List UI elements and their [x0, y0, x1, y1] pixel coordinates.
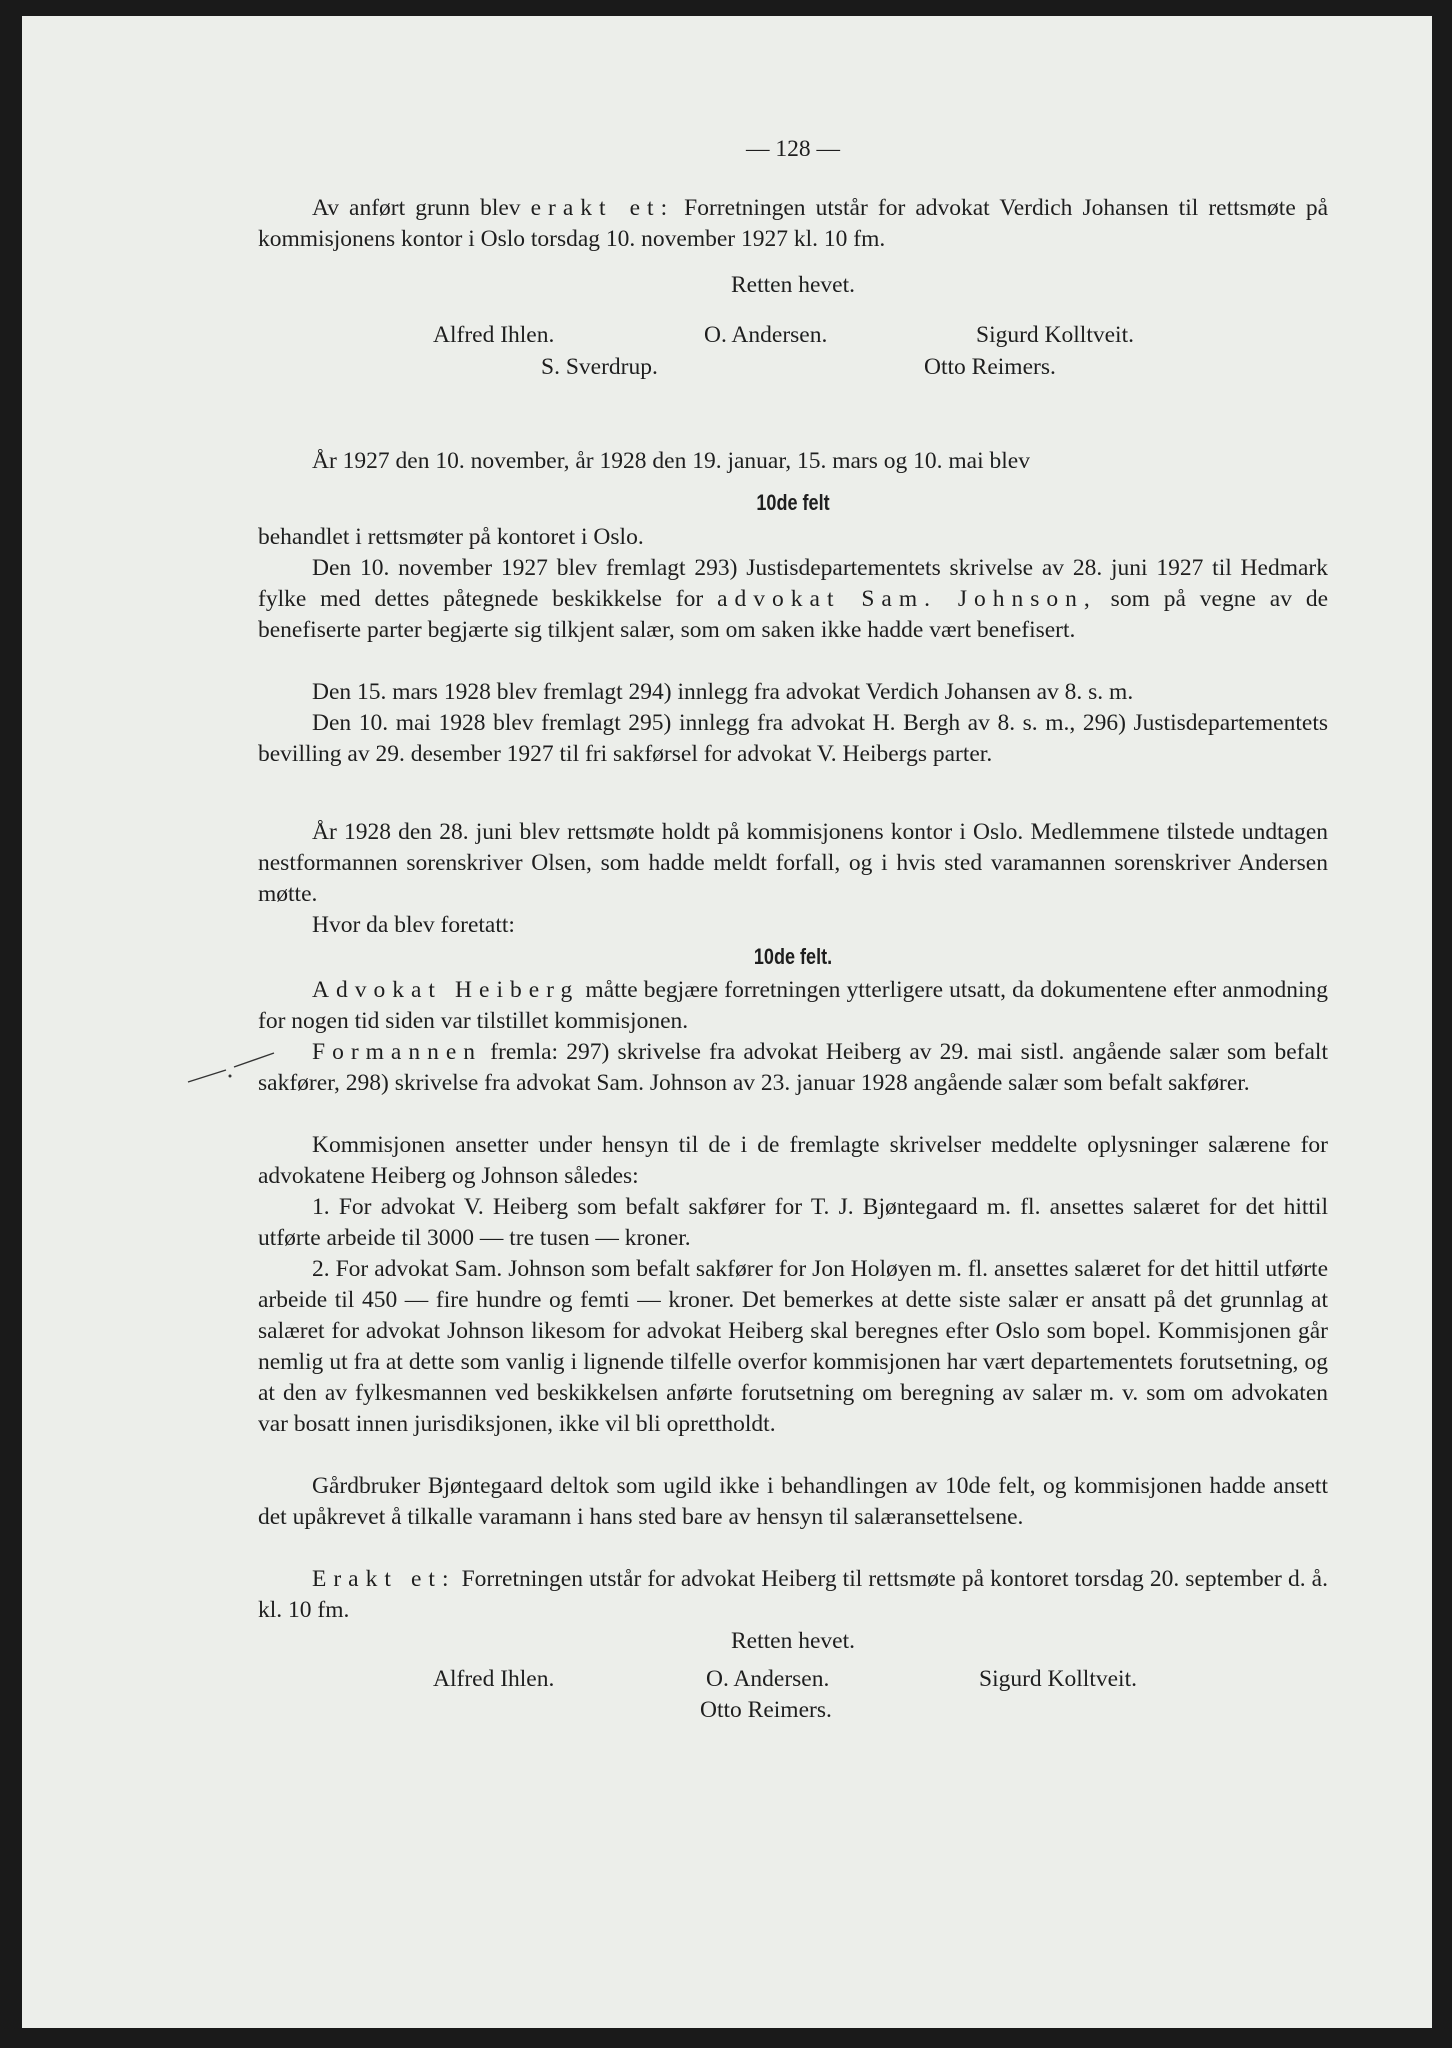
paragraph: År 1928 den 28. juni blev rettsmøte holdt på kommisjonens kontor i Oslo. Medlemmene tilstede undtagen nestformannen sorenskriver Olsen, som hadde meldt forfall, og i hvis sted varamannen sorenskriver Andersen møtte.: [258, 819, 1328, 907]
paragraph: Formannen fremla: 297) skrivelse fra advokat Heiberg av 29. mai sistl. angående salær som befalt sakfører, 298) skrivelse fra advokat Sam. Johnson av 23. januar 1928 angående salær som befalt sakfører.: [258, 1039, 1328, 1096]
signature: Sigurd Kolltveit.: [976, 322, 1134, 348]
section-heading: 10de felt.: [753, 944, 833, 969]
paragraph-erakt-1: Av anført grunn blev erakt et: Forretningen utstår for advokat Verdich Johansen til rettsmøte på kommisjonens kontor i Oslo torsdag 10. november 1927 kl. 10 fm.: [258, 195, 1328, 252]
paragraph: Advokat Heiberg måtte begjære forretningen ytterligere utsatt, da dokumentene efter anmodning for nogen tid siden var tilstillet kommisjonen.: [258, 977, 1328, 1034]
signature: Alfred Ihlen.: [433, 322, 555, 348]
signature: S. Sverdrup.: [541, 354, 658, 380]
paragraph: 2. For advokat Sam. Johnson som befalt sakfører for Jon Holøyen m. fl. ansettes salæret for det hittil utførte arbeide til 450 — fire hundre og femti — kroner. Det bemerkes at dette siste salær er ansatt på det grunnlag at salæret for advokat Johnson likesom for advokat Heiberg skal beregnes efter Oslo som bopel. Kommisjonen går nemlig ut fra at dette som vanlig i lignende tilfelle overfor kommisjonen har vært departementets forutsetning, og at den av fylkesmannen ved beskikkelsen anførte forutsetning om beregning av salær m. v. som om advokaten var bosatt innen jurisdiksjonen, ikke vil bli oprettholdt.: [258, 1256, 1328, 1437]
paragraph: Erakt et: Forretningen utstår for advokat Heiberg til rettsmøte på kontoret torsdag 20. september d. å. kl. 10 fm.: [258, 1566, 1328, 1623]
signature: O. Andersen.: [706, 1666, 830, 1692]
paragraph: Gårdbruker Bjøntegaard deltok som ugild ikke i behandlingen av 10de felt, og kommisjonen hadde ansett det upåkrevet å tilkalle varamann i hans sted bare av hensyn til salæransettelsene.: [258, 1473, 1328, 1530]
signature: Otto Reimers.: [924, 354, 1056, 380]
paragraph: Kommisjonen ansetter under hensyn til de i de fremlagte skrivelser meddelte oplysninger salærene for advokatene Heiberg og Johnson således:: [258, 1132, 1328, 1189]
retten-hevet-2: Retten hevet.: [731, 1628, 855, 1654]
section-heading: 10de felt: [756, 490, 830, 515]
session-intro: År 1927 den 10. november, år 1928 den 19. januar, 15. mars og 10. mai blev: [312, 448, 1030, 474]
retten-hevet-1: Retten hevet.: [731, 272, 855, 298]
signature: O. Andersen.: [704, 322, 828, 348]
paragraph: Den 10. november 1927 blev fremlagt 293) Justisdepartementets skrivelse av 28. juni 1927 til Hedmark fylke med dettes påtegnede beskikkelse for advokat Sam. Johnson, som på vegne av de benefiserte parter begjærte sig tilkjent salær, som om saken ikke hadde vært benefisert.: [258, 555, 1329, 643]
paragraph: Den 10. mai 1928 blev fremlagt 295) innlegg fra advokat H. Bergh av 8. s. m., 296) Justisdepartementets bevilling av 29. desember 1927 til fri sakførsel for advokat V. Heibergs parter.: [258, 710, 1328, 767]
paragraph: 1. For advokat V. Heiberg som befalt sakfører for T. J. Bjøntegaard m. fl. ansettes salæret for det hittil utførte arbeide til 3000 — tre tusen — kroner.: [258, 1194, 1328, 1251]
signature: Sigurd Kolltveit.: [979, 1666, 1137, 1692]
paragraph: Den 15. mars 1928 blev fremlagt 294) innlegg fra advokat Verdich Johansen av 8. s. m.: [312, 679, 1134, 705]
margin-pencil-mark: [186, 1050, 276, 1090]
paragraph: behandlet i rettsmøter på kontoret i Oslo.: [258, 524, 644, 550]
paragraph: Hvor da blev foretatt:: [312, 912, 515, 938]
signature: Alfred Ihlen.: [433, 1666, 555, 1692]
page-number: — 128 —: [746, 136, 840, 162]
signature: Otto Reimers.: [700, 1697, 832, 1723]
